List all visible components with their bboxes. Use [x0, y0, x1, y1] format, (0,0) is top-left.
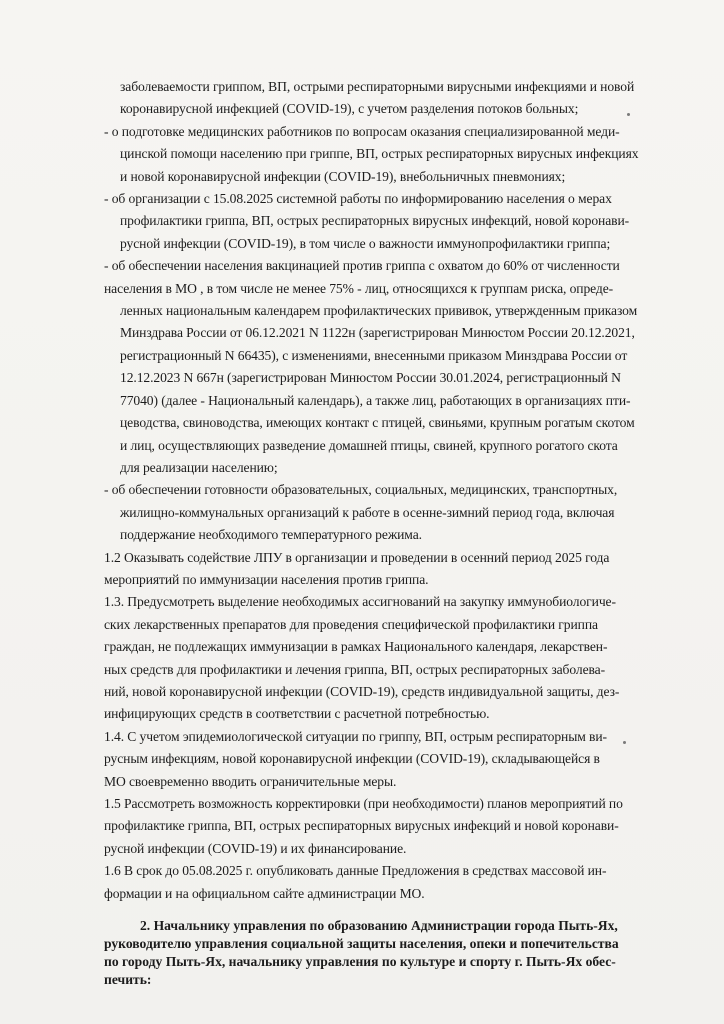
section-2-heading — [104, 917, 652, 989]
text-line: и лиц, осуществляющих разведение домашней птицы, свиней, крупного рогатого скота — [120, 437, 618, 453]
text-line: - об обеспечении населения вакцинацией против гриппа с охватом до 60% от численности — [104, 258, 620, 274]
document-body — [104, 76, 652, 989]
text-line: инфицирующих средств в соответствии с расчетной потребностью. — [104, 706, 490, 722]
text-line: мероприятий по иммунизации населения против гриппа. — [104, 571, 429, 587]
text-line: заболеваемости гриппом, ВП, острыми респираторными вирусными инфекциями и новой — [120, 79, 635, 94]
text-line: цеводства, свиноводства, имеющих контакт с птицей, свиньями, крупным рогатым скотом — [120, 415, 635, 431]
text-line: русной инфекции (COVID-19) и их финансирование. — [104, 840, 407, 856]
text-line: и новой коронавирусной инфекции (COVID-19), внебольничных пневмониях; — [120, 168, 566, 184]
text-line: для реализации населению; — [120, 459, 278, 475]
text-line: 12.12.2023 N 667н (зарегистрирован Минюстом России 30.01.2024, регистрационный N — [120, 370, 621, 386]
text-line: профилактики гриппа, ВП, острых респираторных вирусных инфекций, новой коронави- — [120, 213, 630, 229]
text-line: формации и на официальном сайте администрации МО. — [104, 885, 425, 901]
text-line: ний, новой коронавирусной инфекции (COVID-19), средств индивидуальной защиты, дез- — [104, 683, 620, 699]
text-line: 77040) (далее - Национальный календарь), а также лиц, работающих в организациях пти- — [120, 392, 631, 408]
text-line: Минздрава России от 06.12.2021 N 1122н (зарегистрирован Минюстом России 20.12.2021, — [120, 325, 635, 341]
text-line: 1.6 В срок до 05.08.2025 г. опубликовать данные Предложения в средствах массовой ин- — [104, 863, 607, 879]
text-line: ленных национальным календарем профилактических прививок, утвержденным приказом — [120, 303, 638, 319]
text-line: поддержание необходимого температурного режима. — [120, 527, 422, 543]
text-line: 1.3. Предусмотреть выделение необходимых ассигнований на закупку иммунобиологиче- — [104, 594, 616, 610]
text-line: русным инфекциям, новой коронавирусной инфекции (COVID-19), складывающейся в — [104, 751, 600, 767]
heading-line: руководителю управления социальной защиты населения, опеки и попечительства — [104, 936, 619, 952]
text-line: регистрационный N 66435), с изменениями, внесенными приказом Минздрава России от — [120, 347, 628, 363]
text-line: - об обеспечении готовности образовательных, социальных, медицинских, транспортных, — [104, 482, 618, 498]
text-line: граждан, не подлежащих иммунизации в рамках Национального календаря, лекарствен- — [104, 639, 608, 655]
text-line: ных средств для профилактики и лечения гриппа, ВП, острых респираторных заболева- — [104, 661, 606, 677]
text-line: профилактике гриппа, ВП, острых респираторных вирусных инфекций и новой коронави- — [104, 818, 619, 834]
text-line: МО своевременно вводить ограничительные меры. — [104, 773, 397, 789]
text-line: ских лекарственных препаратов для проведения специфической профилактики гриппа — [104, 616, 598, 632]
text-line: цинской помощи населению при гриппе, ВП, острых респираторных вирусных инфекциях — [120, 146, 639, 162]
heading-line: печить: — [104, 972, 152, 988]
heading-line: по городу Пыть-Ях, начальнику управления по культуре и спорту г. Пыть-Ях обес- — [104, 954, 616, 970]
text-line: жилищно-коммунальных организаций к работе в осенне-зимний период года, включая — [120, 504, 615, 520]
text-line: коронавирусной инфекцией (COVID-19), с учетом разделения потоков больных; — [120, 101, 579, 117]
text-line: 1.5 Рассмотреть возможность корректировки (при необходимости) планов мероприятий по — [104, 796, 623, 811]
text-line: - об организации с 15.08.2025 системной работы по информированию населения о мерах — [104, 191, 612, 207]
text-line: 1.2 Оказывать содействие ЛПУ в организации и проведении в осенний период 2025 года — [104, 549, 610, 565]
text-line: - о подготовке медицинских работников по вопросам оказания специализированной меди- — [104, 123, 620, 139]
text-line: 1.4. С учетом эпидемиологической ситуации по гриппу, ВП, острым респираторным ви- — [104, 728, 607, 744]
text-line: населения в МО , в том числе не менее 75% - лиц, относящихся к группам риска, опреде- — [104, 280, 614, 296]
heading-line: 2. Начальнику управления по образованию Администрации города Пыть-Ях, — [140, 918, 618, 934]
text-line: русной инфекции (COVID-19), в том числе о важности иммунопрофилактики гриппа; — [120, 235, 611, 251]
